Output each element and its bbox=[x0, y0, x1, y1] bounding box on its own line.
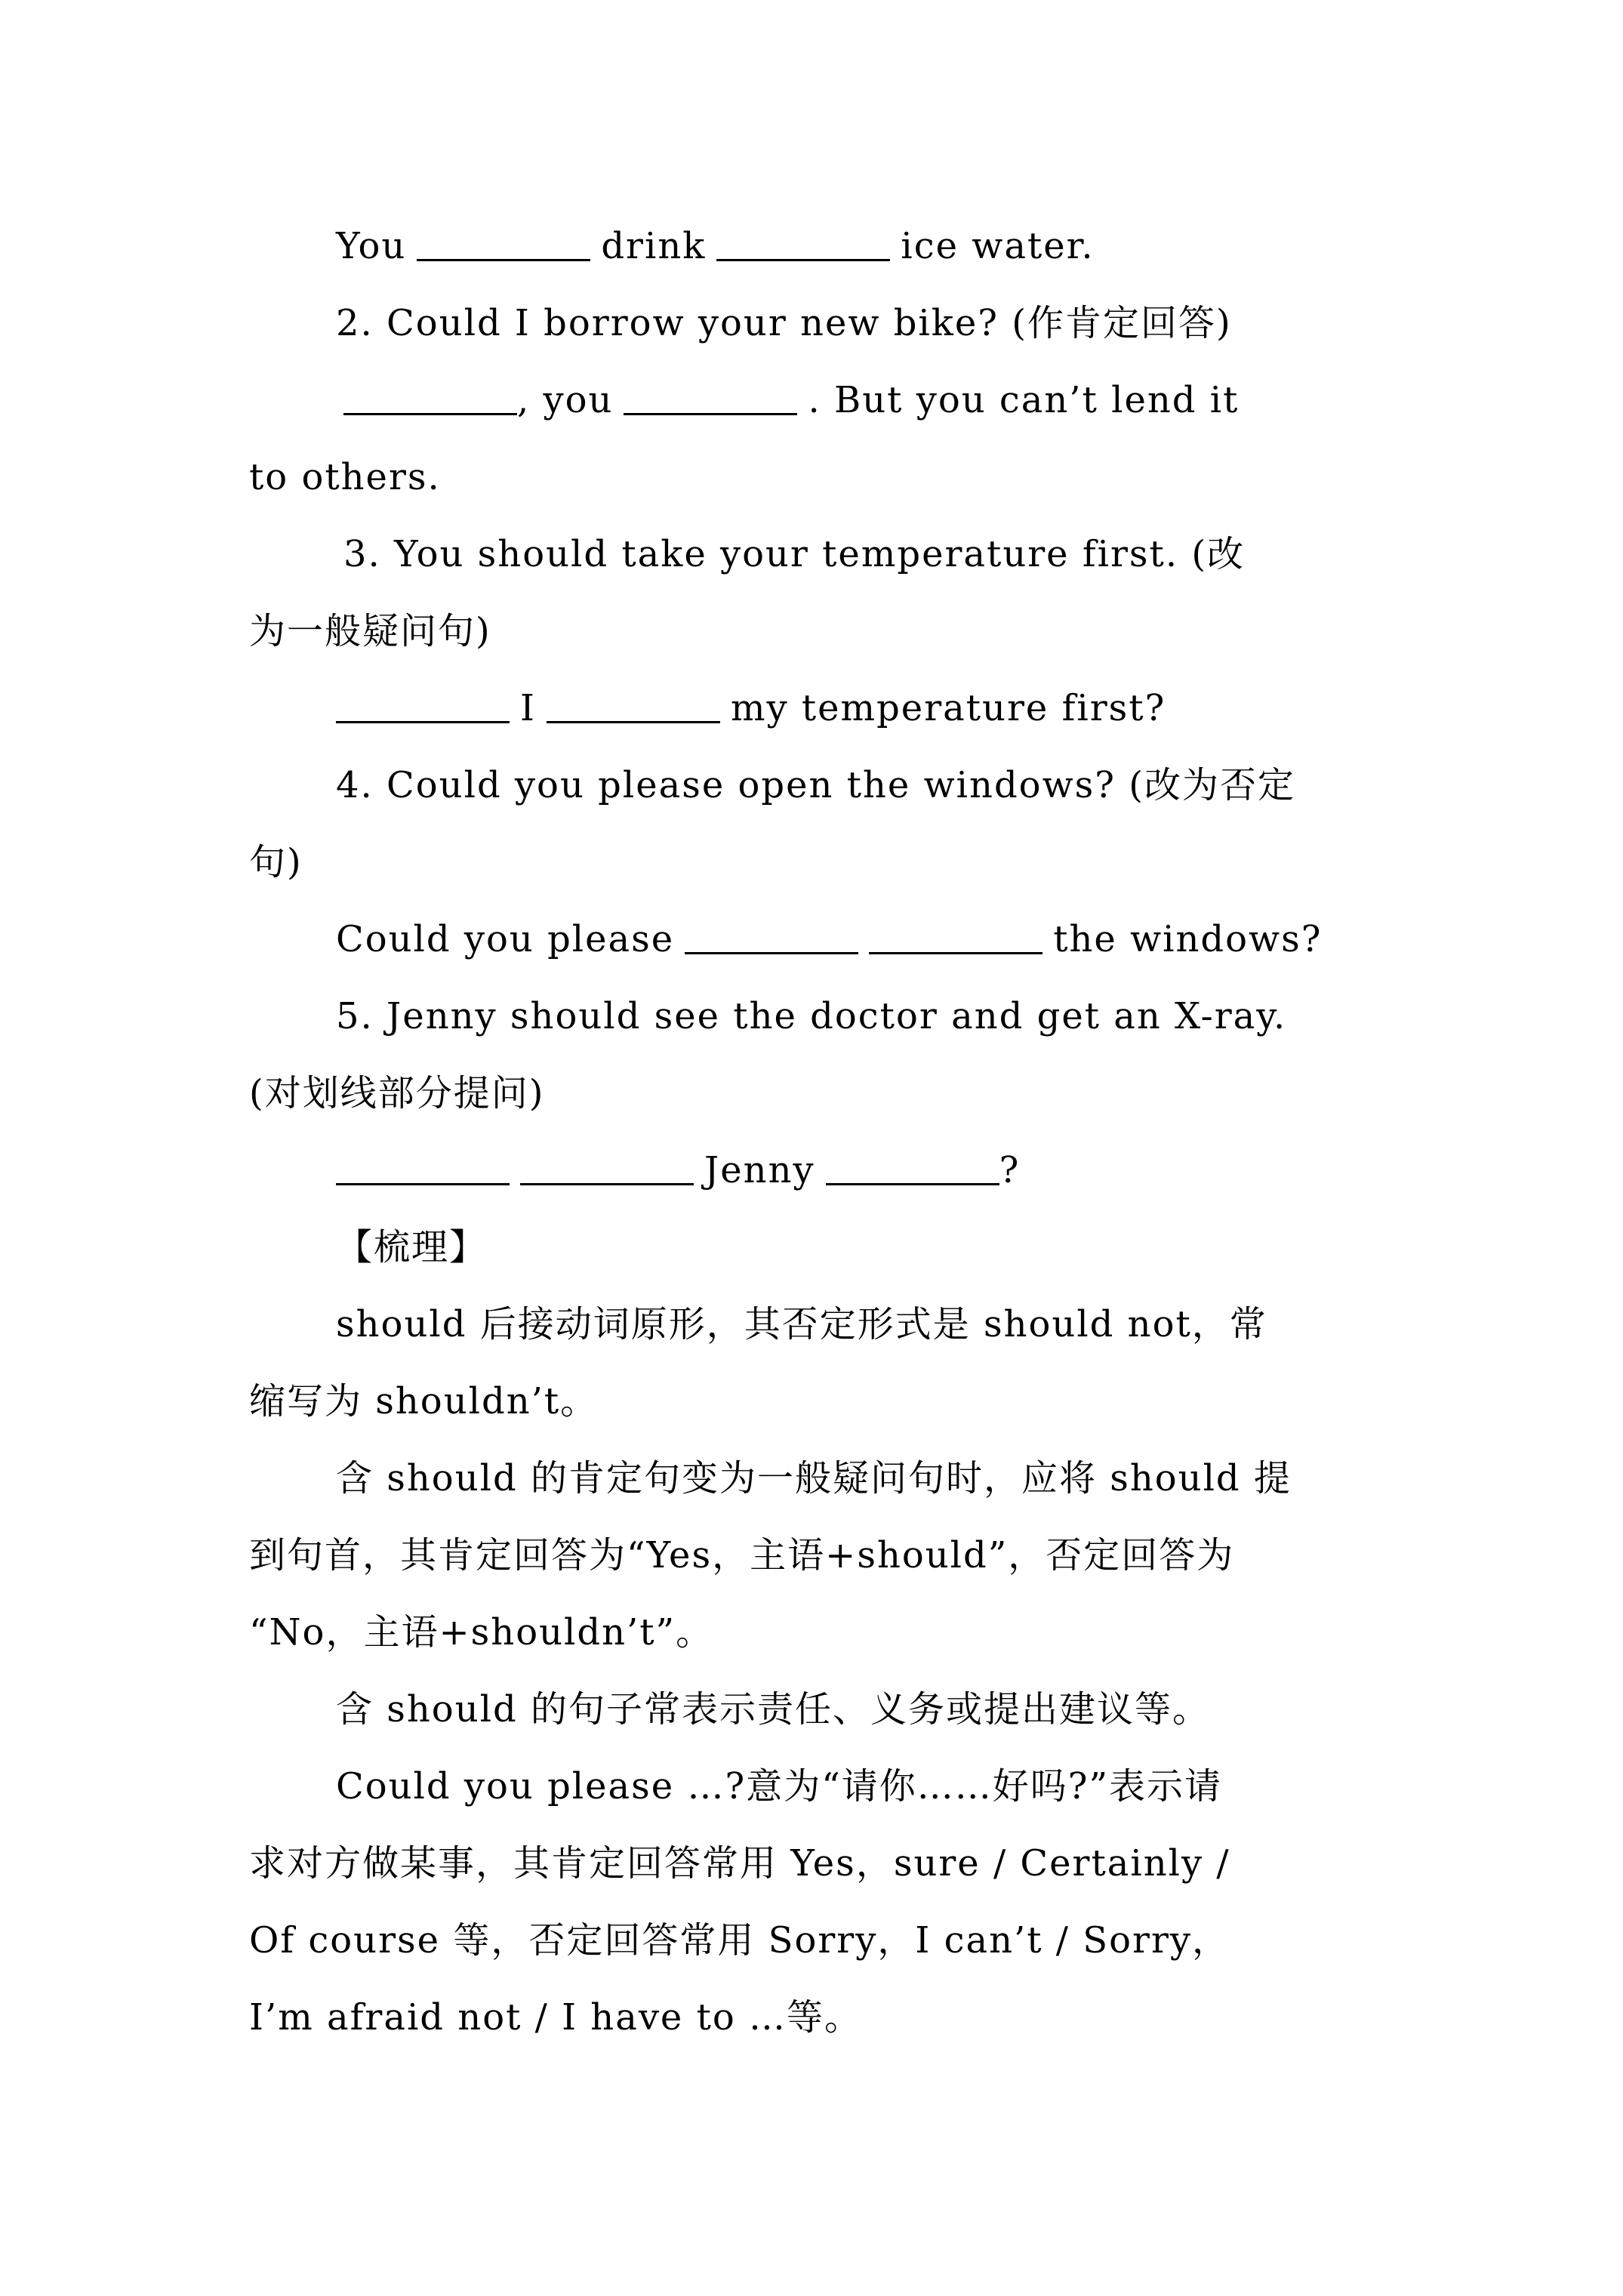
answer-blank[interactable] bbox=[826, 1148, 999, 1185]
q3-answer-text-a: I bbox=[520, 687, 536, 729]
summary-p4-d: I’m afraid not / I have to …等。 bbox=[249, 1996, 863, 2039]
summary-p3: 含 should 的句子常表示责任、义务或提出建议等。 bbox=[336, 1688, 1210, 1730]
q5-answer-text-b: ? bbox=[999, 1149, 1021, 1191]
q4-question-a: 4. Could you please open the windows? (改为否定 bbox=[336, 764, 1296, 806]
q5-question-a: 5. Jenny should see the doctor and get an X-ray. bbox=[336, 995, 1287, 1037]
q4-question-b: 句) bbox=[249, 841, 303, 883]
q4-answer-text-b: the windows? bbox=[1053, 918, 1323, 960]
summary-p2-c: “No，主语+shouldn’t”。 bbox=[249, 1611, 714, 1653]
q1-text-ice-water: ice water. bbox=[901, 225, 1095, 267]
answer-blank[interactable] bbox=[336, 686, 510, 723]
answer-blank[interactable] bbox=[716, 224, 890, 261]
q2-answer-continued: to others. bbox=[249, 456, 441, 498]
answer-blank[interactable] bbox=[520, 1148, 694, 1185]
q2-answer-text-b: . But you can’t lend it bbox=[808, 379, 1240, 421]
q4-answer-line bbox=[336, 917, 1323, 962]
answer-blank[interactable] bbox=[624, 378, 797, 415]
answer-blank[interactable] bbox=[417, 224, 590, 261]
summary-p1-a: should 后接动词原形，其否定形式是 should not，常 bbox=[336, 1303, 1267, 1345]
answer-blank[interactable] bbox=[343, 378, 517, 415]
summary-p4-c: Of course 等，否定回答常用 Sorry，I can’t / Sorry， bbox=[249, 1919, 1230, 1962]
q5-answer-text-a: Jenny bbox=[704, 1149, 815, 1191]
q2-question: 2. Could I borrow your new bike? (作肯定回答) bbox=[336, 302, 1232, 344]
q3-question-a: 3. You should take your temperature first. (改 bbox=[343, 533, 1246, 575]
q2-answer-text-a: , you bbox=[517, 379, 614, 421]
summary-p2-b: 到句首，其肯定回答为“Yes，主语+should”，否定回答为 bbox=[249, 1534, 1235, 1576]
summary-p2-a: 含 should 的肯定句变为一般疑问句时，应将 should 提 bbox=[336, 1457, 1292, 1499]
answer-blank[interactable] bbox=[336, 1148, 510, 1185]
q5-answer-line bbox=[336, 1148, 1020, 1193]
q1-text-you: You bbox=[336, 225, 407, 267]
q1-text-drink: drink bbox=[601, 225, 707, 267]
summary-heading: 【梳理】 bbox=[336, 1226, 488, 1268]
answer-blank[interactable] bbox=[685, 917, 858, 954]
answer-blank[interactable] bbox=[869, 917, 1042, 954]
q3-answer-line bbox=[336, 686, 1166, 731]
q5-question-b: (对划线部分提问) bbox=[249, 1072, 545, 1114]
q3-question-b: 为一般疑问句) bbox=[249, 610, 491, 652]
summary-p4-a: Could you please …?意为“请你……好吗?”表示请 bbox=[336, 1765, 1223, 1808]
q1-answer-line bbox=[336, 223, 1095, 269]
summary-p1-b: 缩写为 shouldn’t。 bbox=[249, 1380, 599, 1422]
q2-answer-line bbox=[343, 378, 1239, 423]
answer-blank[interactable] bbox=[547, 686, 720, 723]
q3-answer-text-b: my temperature first? bbox=[730, 687, 1166, 729]
q4-answer-text-a: Could you please bbox=[336, 918, 675, 960]
summary-p4-b: 求对方做某事，其肯定回答常用 Yes，sure / Certainly / bbox=[249, 1842, 1230, 1885]
